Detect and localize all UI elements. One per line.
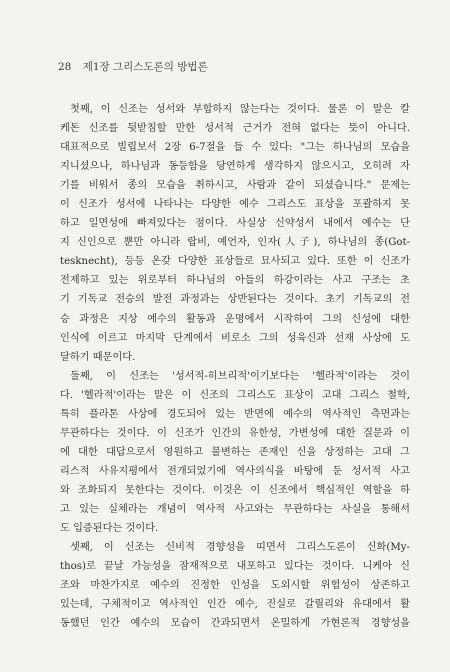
text-line: 고 있는 실체라는 개념이 역사적 사고와는 무관하다는 사실을 통해서 (60, 503, 410, 515)
text-line: 조와 마찬가지로 예수의 진정한 인성을 도외시할 위험성이 상존하고 (60, 580, 410, 592)
text-line: 이 신조가 성서에 나타나는 다양한 예수 그리스도 표상을 포괄하지 못 (60, 199, 410, 211)
text-line: 지니셨으나, 하나님과 동등함을 당연하게 생각하지 않으시고, 오히려 자 (60, 161, 410, 173)
text-line: 와 조화되지 못한다는 것이다. 이것은 이 신조에서 핵심적인 역할을 하 (60, 484, 410, 496)
text-line: 무관하다는 것이다. 이 신조가 인간의 유한성, 가변성에 대한 질문과 이 (60, 427, 410, 439)
text-line: 하고 일면성에 빠져있다는 점이다. 사실상 신약성서 내에서 예수는 단 (60, 218, 410, 230)
text-line: tesknecht), 등등 온갖 다양한 표상들로 묘사되고 있다. 또한 이 신조가 (60, 256, 410, 268)
text-line: 승 과정은 지상 예수의 활동과 운명에서 시작하여 그의 신성에 대한 (60, 313, 410, 325)
text-line: 대표적으로 빌립보서 2장 6-7절을 들 수 있다: "그는 하나님의 모습을 (60, 142, 410, 154)
text-line: 둘째, 이 신조는 '성서적-히브리적'이기보다는 '헬라적'이라는 것이 (70, 370, 410, 382)
text-line: 도 입증된다는 것이다. (60, 523, 159, 535)
text-line: thos)로 끝날 가능성을 잠재적으로 내포하고 있다는 것이다. 니케아 신 (60, 561, 410, 573)
page-number: 28 (58, 61, 72, 73)
text-line: 전제하고 있는 위로부터 하나님의 아들의 하강이라는 사고 구조는 초 (60, 275, 410, 287)
text-line: 다. '헬라적'이라는 말은 이 신조의 그리스도 표상이 고대 그리스 철학, (60, 389, 410, 401)
chapter-title: 제1장 그리스도론의 방법론 (82, 61, 208, 73)
text-line: 기를 비워서 종의 모습을 취하시고, 사람과 같이 되셨습니다." 문제는 (60, 180, 410, 192)
text-line: 기 기독교 전승의 발전 과정과는 상반된다는 것이다. 초기 기독교의 전 (60, 294, 410, 306)
running-header (58, 59, 208, 74)
text-line: 지 신인으로 뿐만 아니라 랍비, 예언자, 인자(人子), 하나님의 종(Got- (60, 237, 410, 249)
text-line: 동했던 인간 예수의 모습이 간과되면서 온밀하게 가현론적 경향성을 (60, 618, 410, 630)
text-line: 달하기 때문이다. (60, 351, 136, 363)
body-text (60, 100, 410, 633)
text-line: 에 대한 대답으로서 영원하고 불변하는 존재인 신을 상정하는 고대 그 (60, 446, 410, 458)
text-line: 인식에 이르고 마지막 단계에서 비로소 그의 성육신과 선재 사상에 도 (60, 332, 410, 344)
text-line: 셋째, 이 신조는 신비적 경향성을 띠면서 그리스도론이 신화(My- (70, 542, 410, 554)
text-line: 있는데, 구체적이고 역사적인 인간 예수, 진실로 갈릴리와 유대에서 활 (60, 599, 410, 611)
text-line: 리스적 사유지평에서 전개되었기에 역사의식을 바탕에 둔 성서적 사고 (60, 465, 410, 477)
text-line: 케돈 신조를 뒷받침할 만한 성서적 근거가 전혀 없다는 뜻이 아니다. (60, 123, 410, 135)
text-line: 특히 플라톤 사상에 경도되어 있는 반면에 예수의 역사적인 측면과는 (60, 408, 410, 420)
text-line: 첫째, 이 신조는 성서와 부합하지 않는다는 것이다. 물론 이 말은 칼 (70, 104, 410, 115)
